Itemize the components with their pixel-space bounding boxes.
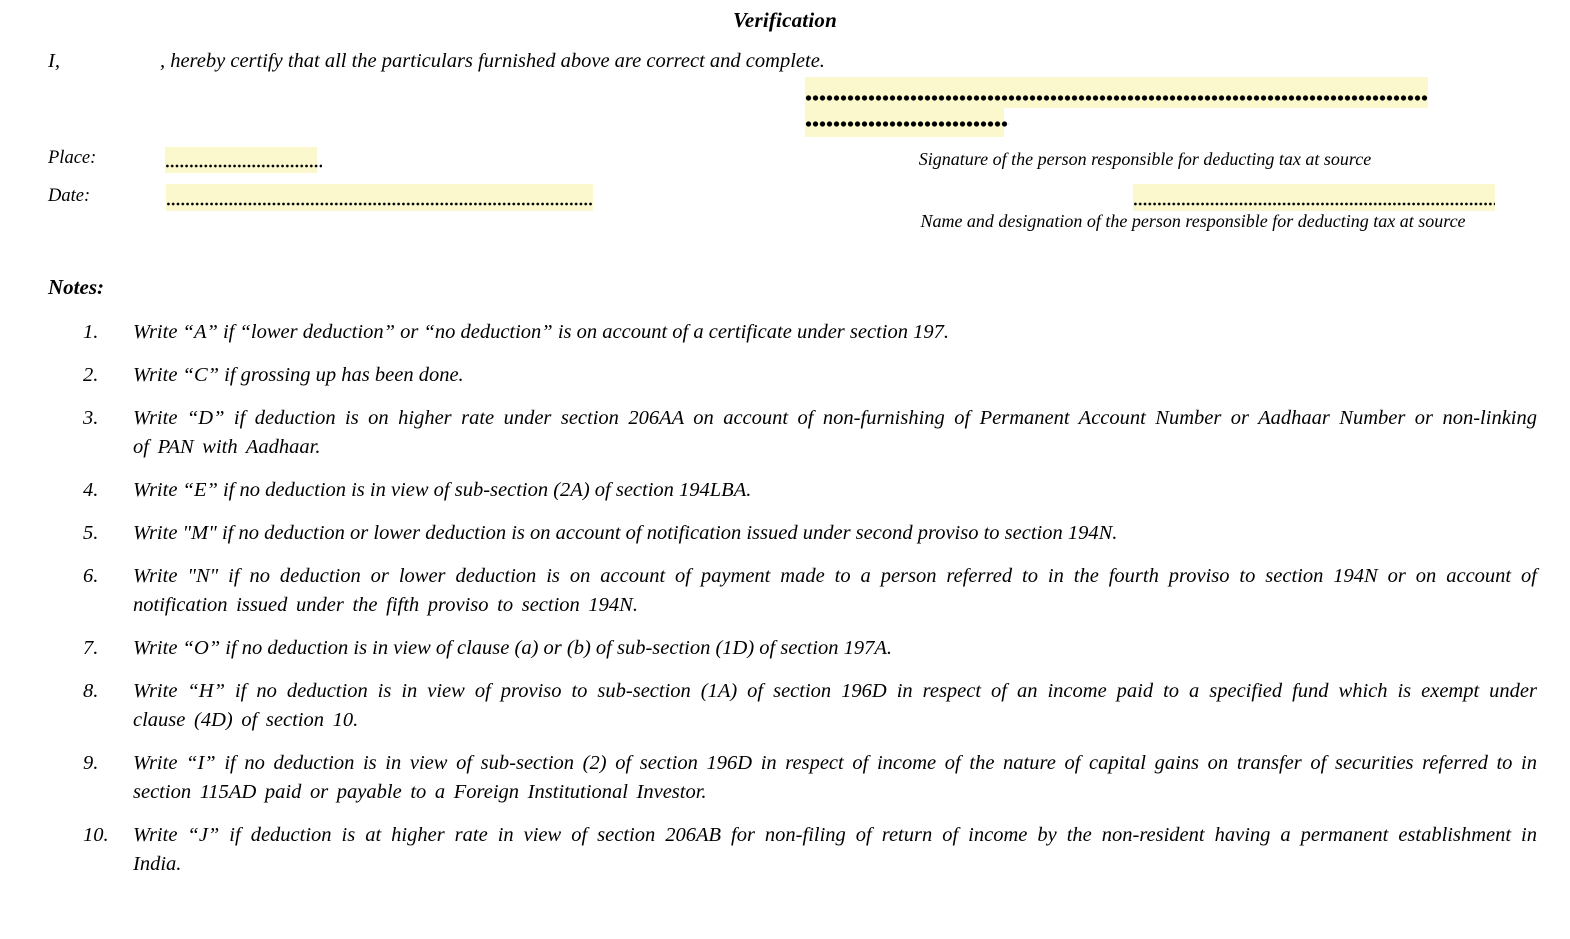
place-dotted-line [165, 164, 322, 168]
note-number: 6. [83, 565, 99, 587]
note-item [48, 361, 1537, 390]
date-field[interactable] [166, 184, 593, 211]
note-text: Write “J” if deduction is at higher rate in view of section 206AB for non-filing of return of income by the non-resident having a permanent establishment in India. [133, 824, 1537, 875]
note-text: Write “A” if “lower deduction” or “no deduction” is on account of a certificate under section 197. [133, 321, 949, 343]
certify-statement [48, 50, 825, 73]
note-number: 9. [83, 752, 99, 774]
name-designation-caption: Name and designation of the person responsible for deducting tax at source [920, 211, 1466, 231]
note-text: Write “I” if no deduction is in view of sub-section (2) of section 196D in respect of income of the nature of capital gains on transfer of securities referred to in section 115AD paid or payable to a Foreign Institutional Investor. [133, 752, 1537, 803]
note-item [48, 476, 1537, 505]
note-item [48, 634, 1537, 663]
note-item [48, 821, 1537, 879]
note-text: Write “O” if no deduction is in view of clause (a) or (b) of sub-section (1D) of section 197A. [133, 637, 892, 659]
note-text: Write “D” if deduction is on higher rate under section 206AA on account of non-furnishing of Permanent Account Number or Aadhaar Number or non-linking of PAN with Aadhaar. [133, 407, 1537, 458]
place-field[interactable] [165, 147, 317, 173]
page-title: Verification [733, 8, 837, 32]
notes-heading: Notes: [48, 275, 104, 299]
note-item [48, 562, 1537, 620]
date-dotted-line [166, 202, 593, 206]
note-number: 8. [83, 680, 99, 702]
note-number: 1. [83, 321, 99, 343]
note-text: Write “H” if no deduction is in view of proviso to sub-section (1A) of section 196D in respect of an income paid to a specified fund which is exempt under clause (4D) of section 10. [133, 680, 1537, 731]
note-text: Write “C” if grossing up has been done. [133, 364, 464, 386]
note-item [48, 318, 1537, 347]
certify-suffix: , hereby certify that all the particulars furnished above are correct and complete. [159, 50, 825, 72]
signature-field-line-2[interactable] [805, 108, 1004, 137]
note-number: 7. [83, 637, 99, 659]
certify-prefix: I, [48, 50, 60, 72]
note-item [48, 749, 1537, 807]
note-text: Write "N" if no deduction or lower deduction is on account of payment made to a person referred to in the fourth proviso to section 194N or on account of notification issued under the fifth proviso to section 194N. [133, 565, 1537, 616]
note-number: 2. [83, 364, 99, 386]
note-text: Write "M" if no deduction or lower deduction is on account of notification issued under second proviso to section 194N. [133, 522, 1118, 544]
note-number: 5. [83, 522, 99, 544]
signature-field-line-1[interactable] [805, 77, 1428, 108]
date-label: Date: [48, 186, 91, 206]
signature-caption: Signature of the person responsible for deducting tax at source [918, 149, 1372, 169]
note-number: 3. [83, 407, 99, 429]
place-label: Place: [48, 148, 97, 168]
signature-dotted-line-1 [805, 93, 1428, 103]
name-designation-dotted-line [1133, 202, 1495, 206]
note-item [48, 404, 1537, 462]
signature-dotted-line-2 [805, 119, 1009, 129]
note-number: 10. [83, 824, 109, 846]
note-number: 4. [83, 479, 99, 501]
notes-section [48, 274, 1537, 893]
note-item [48, 519, 1537, 548]
name-designation-field[interactable] [1133, 184, 1495, 211]
note-item [48, 677, 1537, 735]
note-text: Write “E” if no deduction is in view of sub-section (2A) of section 194LBA. [133, 479, 752, 501]
notes-list [48, 318, 1537, 879]
deponent-name-blank[interactable] [60, 55, 160, 73]
